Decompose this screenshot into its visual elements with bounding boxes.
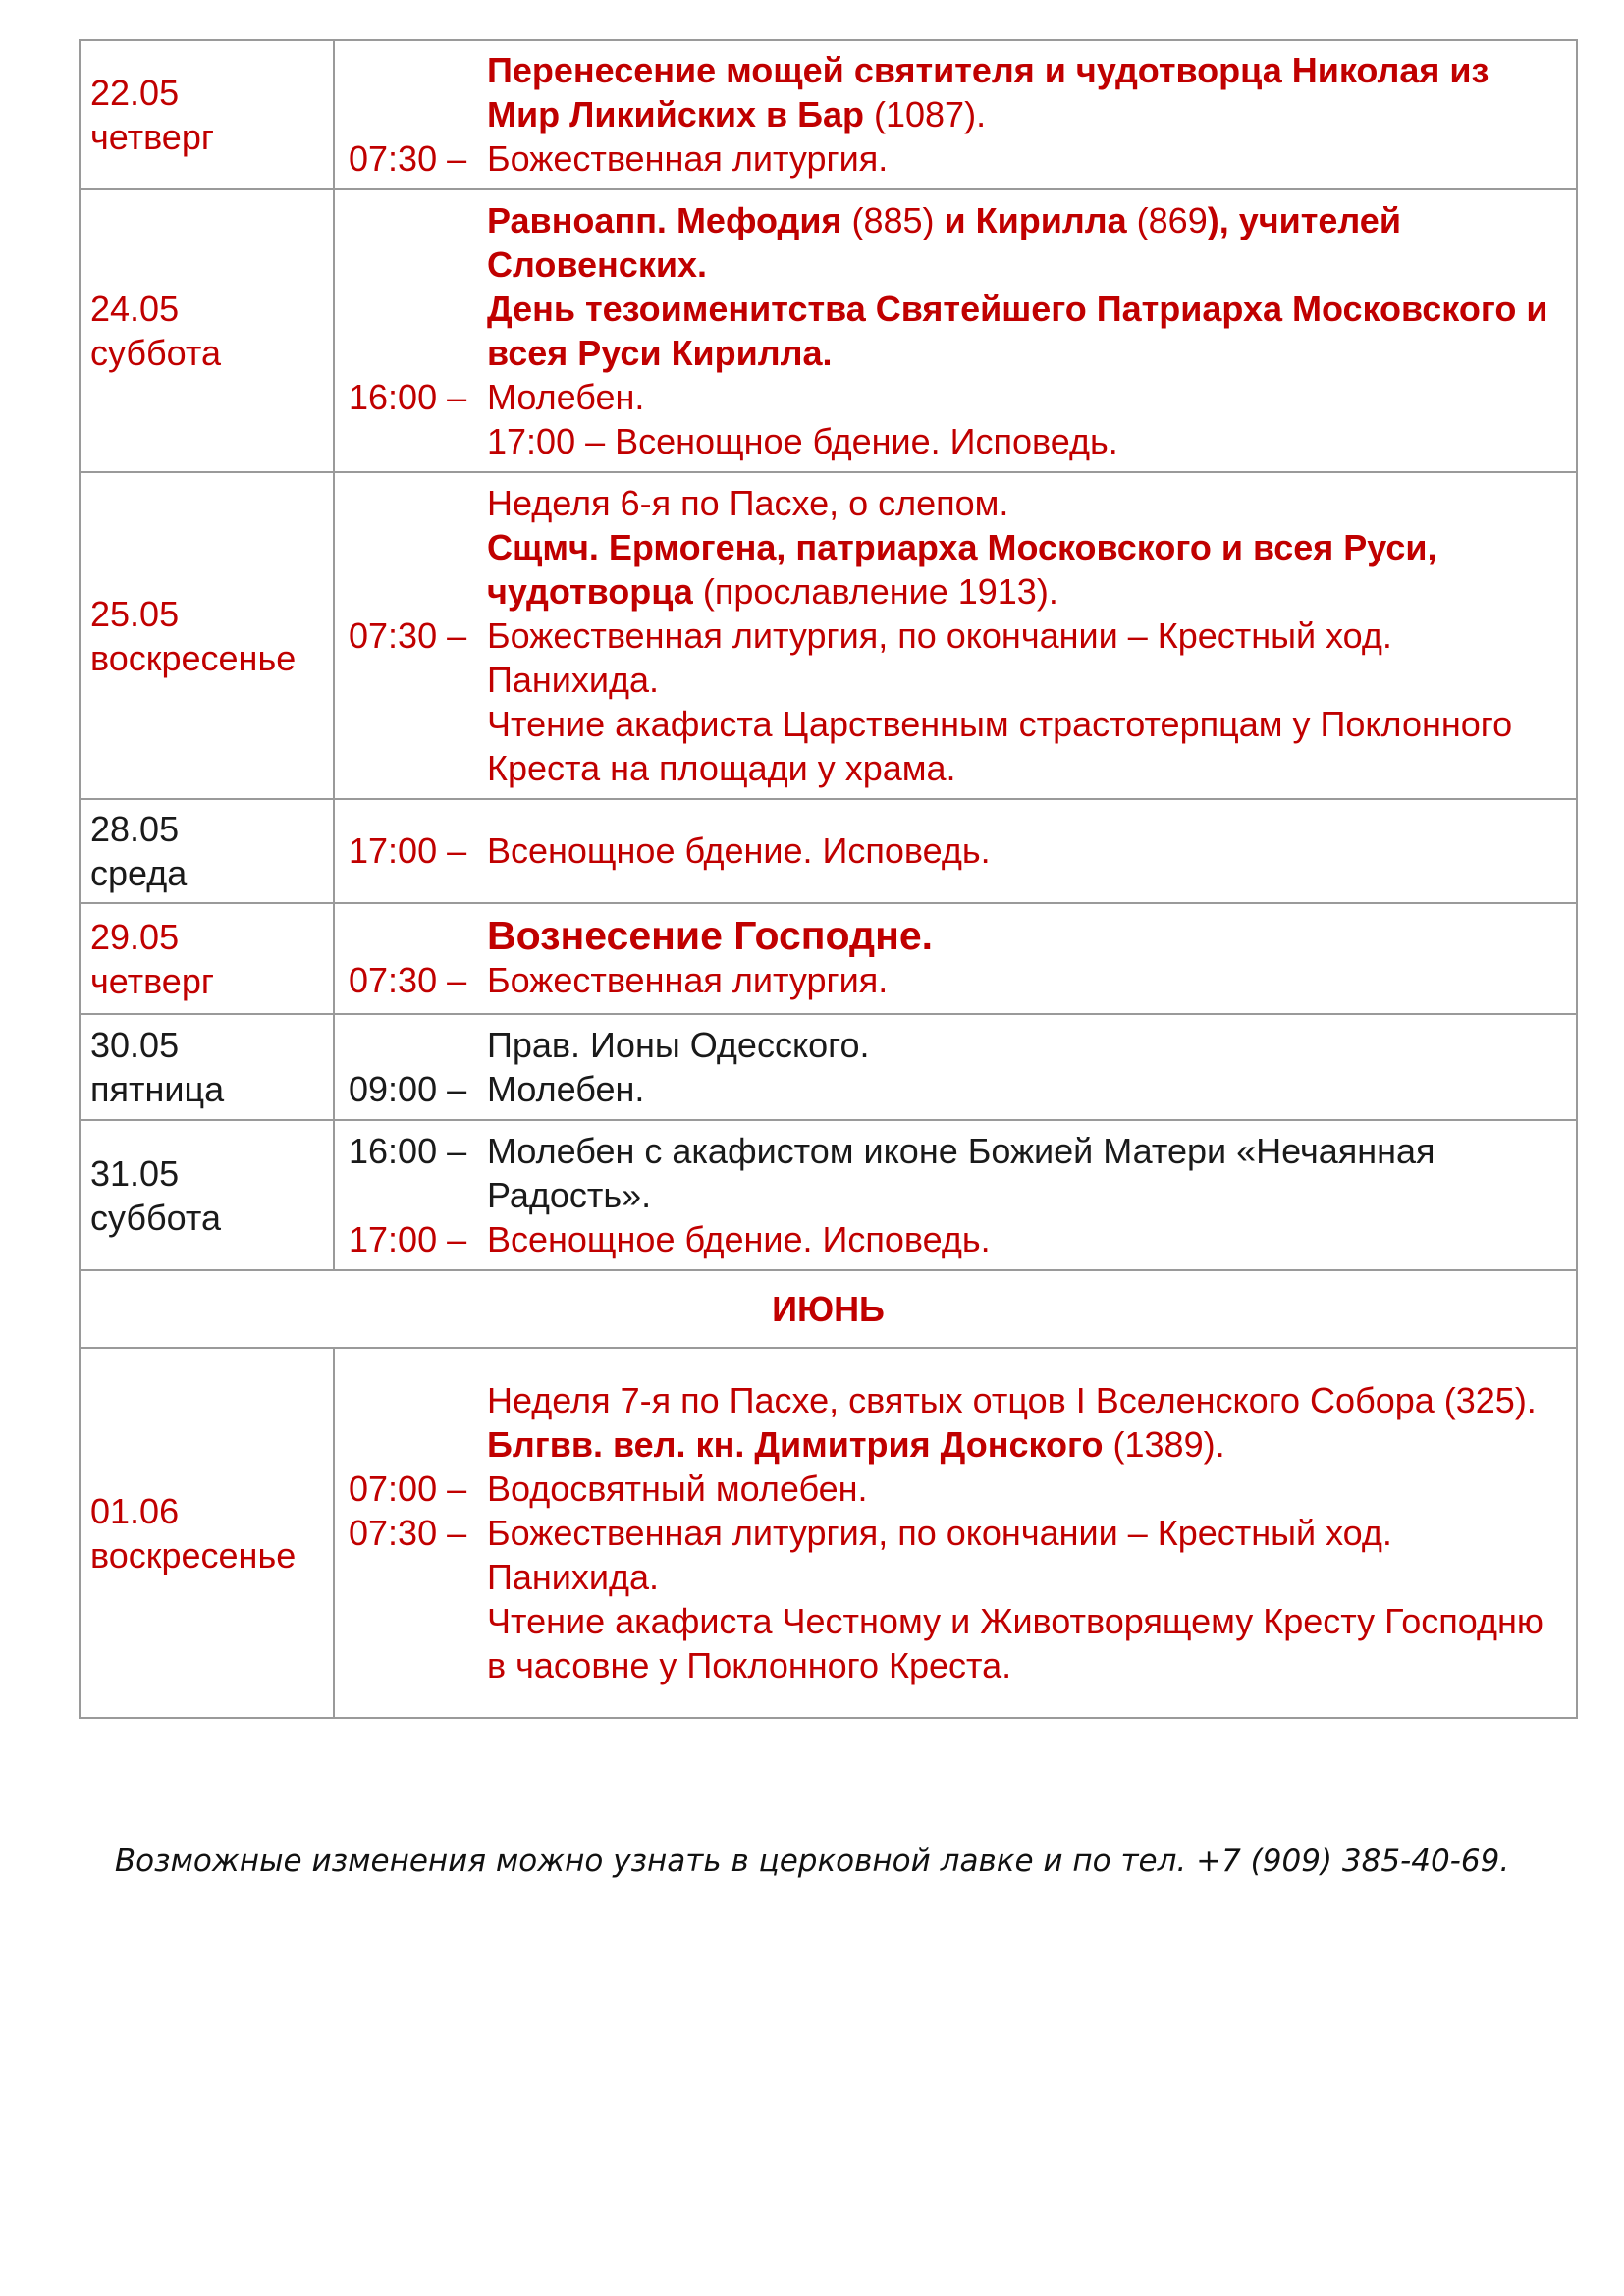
services-cell bbox=[334, 40, 1577, 189]
schedule-row bbox=[80, 1014, 1577, 1120]
service-line bbox=[349, 481, 1564, 525]
feast-name: Сщмч. Ермогена, патриарха Московского и всея Руси, чудотворца bbox=[487, 526, 1437, 612]
services-cell bbox=[334, 1348, 1577, 1718]
service-description: Водосвятный молебен. bbox=[487, 1468, 868, 1509]
service-line bbox=[349, 958, 1564, 1002]
service-text bbox=[487, 375, 1564, 419]
service-text bbox=[487, 828, 1564, 873]
service-text bbox=[487, 702, 1564, 790]
date-cell bbox=[80, 1014, 334, 1120]
schedule-row bbox=[80, 1120, 1577, 1270]
service-description: Божественная литургия. bbox=[487, 960, 889, 1000]
schedule-body bbox=[80, 40, 1577, 1718]
service-description: Чтение акафиста Царственным страстотерпцам у Поклонного Креста на площади у храма. bbox=[487, 703, 1513, 788]
services-cell bbox=[334, 799, 1577, 903]
service-description: (1087). bbox=[864, 94, 987, 134]
footer-note: Возможные изменения можно узнать в церковной лавке и по тел. +7 (909) 385-40-69. bbox=[114, 1843, 1510, 1879]
service-description: Неделя 6-я по Пасхе, о слепом. bbox=[487, 482, 1009, 523]
service-line bbox=[349, 525, 1564, 614]
weekday: четверг bbox=[90, 117, 214, 157]
service-line bbox=[349, 1129, 1564, 1217]
month-heading: ИЮНЬ bbox=[80, 1270, 1577, 1348]
service-line bbox=[349, 419, 1564, 463]
date: 01.06 bbox=[90, 1490, 180, 1531]
service-description: Прав. Ионы Одесского. bbox=[487, 1024, 870, 1065]
date: 24.05 bbox=[90, 289, 180, 329]
service-description: Чтение акафиста Честному и Животворящему Кресту Господню в часовне у Поклонного Креста. bbox=[487, 1600, 1543, 1685]
date-cell bbox=[80, 472, 334, 799]
service-text bbox=[487, 1217, 1564, 1261]
service-description: Молебен. bbox=[487, 1068, 645, 1109]
service-description: (1389). bbox=[1103, 1423, 1225, 1465]
service-line bbox=[349, 1422, 1564, 1467]
service-text bbox=[487, 1422, 1564, 1467]
feast-name: и Кирилла bbox=[944, 199, 1127, 240]
service-description: (869 bbox=[1126, 199, 1208, 240]
service-line bbox=[349, 914, 1564, 958]
service-line bbox=[349, 1217, 1564, 1261]
service-time: 07:00 – bbox=[349, 1468, 467, 1509]
service-description: Молебен с акафистом иконе Божией Матери «Нечаянная Радость». bbox=[487, 1130, 1435, 1215]
service-text bbox=[487, 1378, 1564, 1422]
date-cell bbox=[80, 1120, 334, 1270]
service-line bbox=[349, 1511, 1564, 1599]
services-cell bbox=[334, 1120, 1577, 1270]
service-description: Неделя 7-я по Пасхе, святых отцов I Вселенского Собора (325). bbox=[487, 1379, 1537, 1420]
date: 29.05 bbox=[90, 916, 180, 957]
service-line bbox=[349, 287, 1564, 375]
month-row bbox=[80, 1270, 1577, 1348]
service-description: Божественная литургия, по окончании – Крестный ход. Панихида. bbox=[487, 1512, 1392, 1597]
feast-name: ), учителей Словенских. bbox=[487, 199, 1401, 285]
schedule-row bbox=[80, 472, 1577, 799]
service-time: 07:30 – bbox=[349, 138, 467, 179]
weekday: воскресенье bbox=[90, 1534, 297, 1575]
service-line bbox=[349, 136, 1564, 181]
service-text bbox=[487, 1067, 1564, 1111]
weekday: пятница bbox=[90, 1069, 225, 1109]
service-time: 07:30 – bbox=[349, 960, 467, 1000]
service-text bbox=[487, 958, 1564, 1002]
service-description: Всенощное бдение. Исповедь. bbox=[487, 1218, 991, 1259]
service-text bbox=[487, 1599, 1564, 1687]
schedule-row bbox=[80, 40, 1577, 189]
service-text bbox=[487, 287, 1564, 375]
services-cell bbox=[334, 903, 1577, 1014]
schedule-row bbox=[80, 903, 1577, 1014]
service-line bbox=[349, 702, 1564, 790]
services-cell bbox=[334, 1014, 1577, 1120]
date: 28.05 bbox=[90, 809, 180, 849]
service-line bbox=[349, 828, 1564, 873]
services-cell bbox=[334, 189, 1577, 472]
feast-name: Блгвв. вел. кн. Димитрия Донского bbox=[487, 1423, 1104, 1465]
service-text bbox=[487, 525, 1564, 614]
feast-name: Перенесение мощей святителя и чудотворца Николая из Мир Ликийских в Бар bbox=[487, 50, 1489, 134]
service-time: 16:00 – bbox=[349, 1130, 467, 1171]
service-line bbox=[349, 1378, 1564, 1422]
service-text bbox=[487, 1129, 1564, 1217]
service-line bbox=[349, 48, 1564, 136]
date-cell bbox=[80, 40, 334, 189]
date-cell bbox=[80, 189, 334, 472]
weekday: суббота bbox=[90, 1197, 221, 1238]
service-line bbox=[349, 198, 1564, 287]
service-line bbox=[349, 1067, 1564, 1111]
service-time: 07:30 – bbox=[349, 1512, 467, 1553]
service-time: 07:30 – bbox=[349, 614, 467, 656]
weekday: четверг bbox=[90, 960, 214, 1001]
date-cell bbox=[80, 1348, 334, 1718]
weekday: суббота bbox=[90, 333, 221, 373]
service-text bbox=[487, 1511, 1564, 1599]
service-text bbox=[487, 914, 1564, 958]
schedule-row bbox=[80, 1348, 1577, 1718]
schedule-row bbox=[80, 799, 1577, 903]
service-line bbox=[349, 1023, 1564, 1067]
service-line bbox=[349, 1467, 1564, 1511]
date: 22.05 bbox=[90, 73, 180, 113]
date-cell bbox=[80, 903, 334, 1014]
service-description: Молебен. bbox=[487, 376, 645, 417]
weekday: среда bbox=[90, 853, 188, 893]
service-description: (885) bbox=[841, 199, 945, 240]
service-line bbox=[349, 375, 1564, 419]
feast-name: Вознесение Господне. bbox=[487, 913, 934, 958]
feast-name: Равноапп. Мефодия bbox=[487, 199, 842, 240]
service-description: 17:00 – Всенощное бдение. Исповедь. bbox=[487, 420, 1118, 461]
service-time: 17:00 – bbox=[349, 1218, 467, 1259]
service-text bbox=[487, 614, 1564, 702]
service-text bbox=[487, 1467, 1564, 1511]
service-text bbox=[487, 136, 1564, 181]
service-description: Всенощное бдение. Исповедь. bbox=[487, 830, 991, 871]
service-time: 09:00 – bbox=[349, 1068, 467, 1109]
service-text bbox=[487, 481, 1564, 525]
feast-name: День тезоименитства Святейшего Патриарха Московского и всея Руси Кирилла. bbox=[487, 288, 1548, 373]
service-text bbox=[487, 198, 1564, 287]
schedule-row bbox=[80, 189, 1577, 472]
date: 30.05 bbox=[90, 1025, 180, 1065]
service-time: 17:00 – bbox=[349, 830, 467, 871]
services-cell bbox=[334, 472, 1577, 799]
date: 25.05 bbox=[90, 593, 180, 634]
service-description: Божественная литургия. bbox=[487, 138, 889, 179]
service-text bbox=[487, 419, 1564, 463]
weekday: воскресенье bbox=[90, 637, 297, 678]
service-line bbox=[349, 1599, 1564, 1687]
service-text bbox=[487, 48, 1564, 136]
service-description: (прославление 1913). bbox=[692, 570, 1058, 612]
date: 31.05 bbox=[90, 1152, 180, 1194]
schedule-table bbox=[79, 39, 1578, 1719]
service-description: Божественная литургия, по окончании – Крестный ход. Панихида. bbox=[487, 614, 1392, 700]
service-time: 16:00 – bbox=[349, 376, 467, 417]
service-text bbox=[487, 1023, 1564, 1067]
service-line bbox=[349, 614, 1564, 702]
date-cell bbox=[80, 799, 334, 903]
